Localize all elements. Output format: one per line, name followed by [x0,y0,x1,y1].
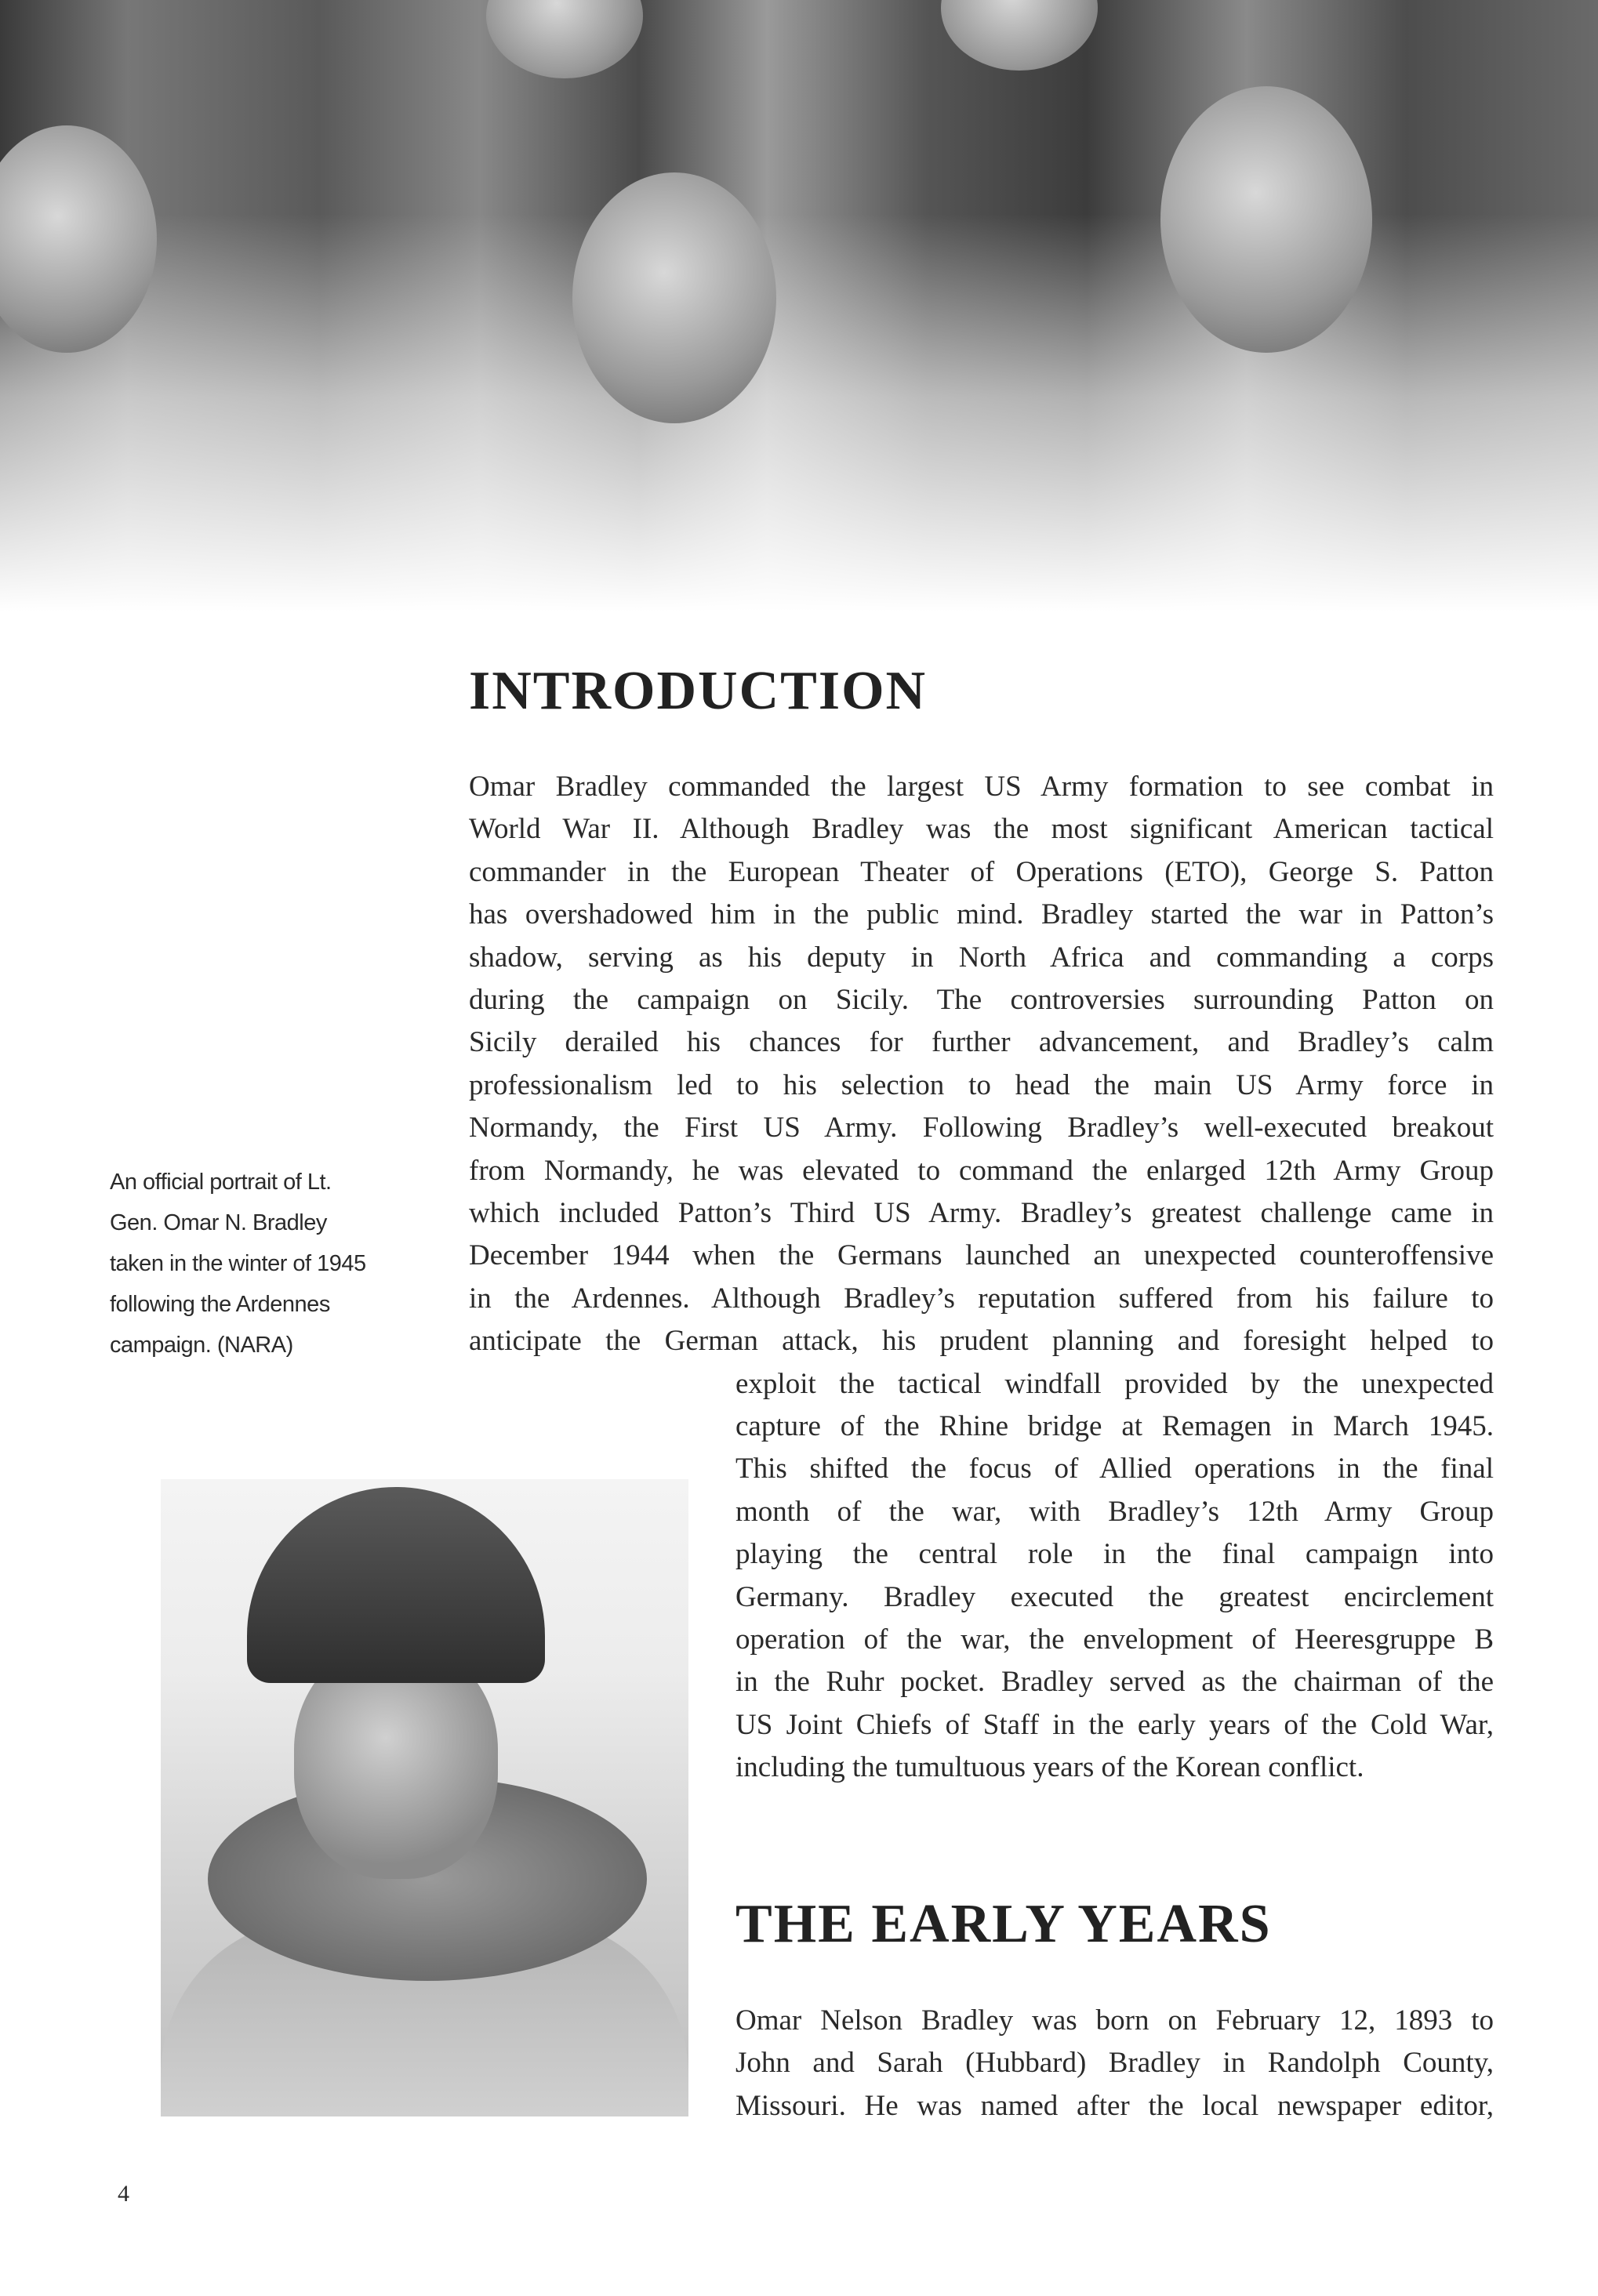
portrait-caption [110,1162,439,1366]
text-line: Normandy, the First US Army. Following Bradley’s well-executed breakout [469,1112,1494,1144]
photo-figure-center [572,172,776,423]
text-line: This shifted the focus of Allied operations in the final [735,1453,1494,1485]
text-line: US Joint Chiefs of Staff in the early years of the Cold War, [735,1708,1494,1741]
text-line: taken in the winter of 1945 [110,1251,366,1276]
text-line: has overshadowed him in the public mind. Bradley started the war in Patton’s [469,898,1494,931]
text-line: in the Ardennes. Although Bradley’s reputation suffered from his failure to [469,1282,1494,1315]
text-line: Omar Nelson Bradley was born on February 12, 1893 to [735,2004,1494,2037]
text-line: Sicily derailed his chances for further advancement, and Bradley’s calm [469,1026,1494,1059]
photo-figure-right [1160,86,1372,353]
portrait-photo-bradley [161,1479,688,2116]
text-line: professionalism led to his selection to head the main US Army force in [469,1068,1494,1101]
text-line: operation of the war, the envelopment of Heeresgruppe B [735,1623,1494,1656]
photo-helmet [247,1487,545,1683]
text-line: including the tumultuous years of the Korean conflict. [735,1751,1364,1784]
text-line: from Normandy, he was elevated to command the enlarged 12th Army Group [469,1154,1494,1187]
text-line: month of the war, with Bradley’s 12th Army Group [735,1495,1494,1528]
text-line: commander in the European Theater of Operations (ETO), George S. Patton [469,855,1494,888]
text-line: which included Patton’s Third US Army. Bradley’s greatest challenge came in [469,1197,1494,1229]
text-line: An official portrait of Lt. [110,1170,332,1195]
text-line: during the campaign on Sicily. The controversies surrounding Patton on [469,984,1494,1016]
text-line: exploit the tactical windfall provided by the unexpected [735,1367,1494,1400]
text-line: playing the central role in the final campaign into [735,1538,1494,1571]
text-line: capture of the Rhine bridge at Remagen in March 1945. [735,1410,1494,1442]
group-photo-generals [0,0,1598,611]
page-number: 4 [118,2181,129,2207]
text-line: John and Sarah (Hubbard) Bradley in Randolph County, [735,2047,1494,2080]
photo-figure-left [0,125,157,353]
text-line: shadow, serving as his deputy in North Africa and commanding a corps [469,941,1494,974]
text-line: Missouri. He was named after the local newspaper editor, [735,2089,1494,2122]
text-line: in the Ruhr pocket. Bradley served as the chairman of the [735,1666,1494,1699]
text-line: anticipate the German attack, his prudent planning and foresight helped to [469,1325,1494,1358]
text-line: Germany. Bradley executed the greatest encirclement [735,1580,1494,1613]
text-line: following the Ardennes [110,1292,330,1317]
text-line: campaign. (NARA) [110,1333,293,1358]
photo-figure-back [941,0,1098,71]
section-heading-early-years: THE EARLY YEARS [735,1894,1272,1954]
text-line: December 1944 when the Germans launched an unexpected counteroffensive [469,1239,1494,1272]
text-line: Omar Bradley commanded the largest US Army formation to see combat in [469,771,1494,803]
text-line: World War II. Although Bradley was the most significant American tactical [469,813,1494,846]
text-line: Gen. Omar N. Bradley [110,1210,327,1235]
photo-figure-back [486,0,643,78]
section-heading-introduction: INTRODUCTION [469,661,928,721]
